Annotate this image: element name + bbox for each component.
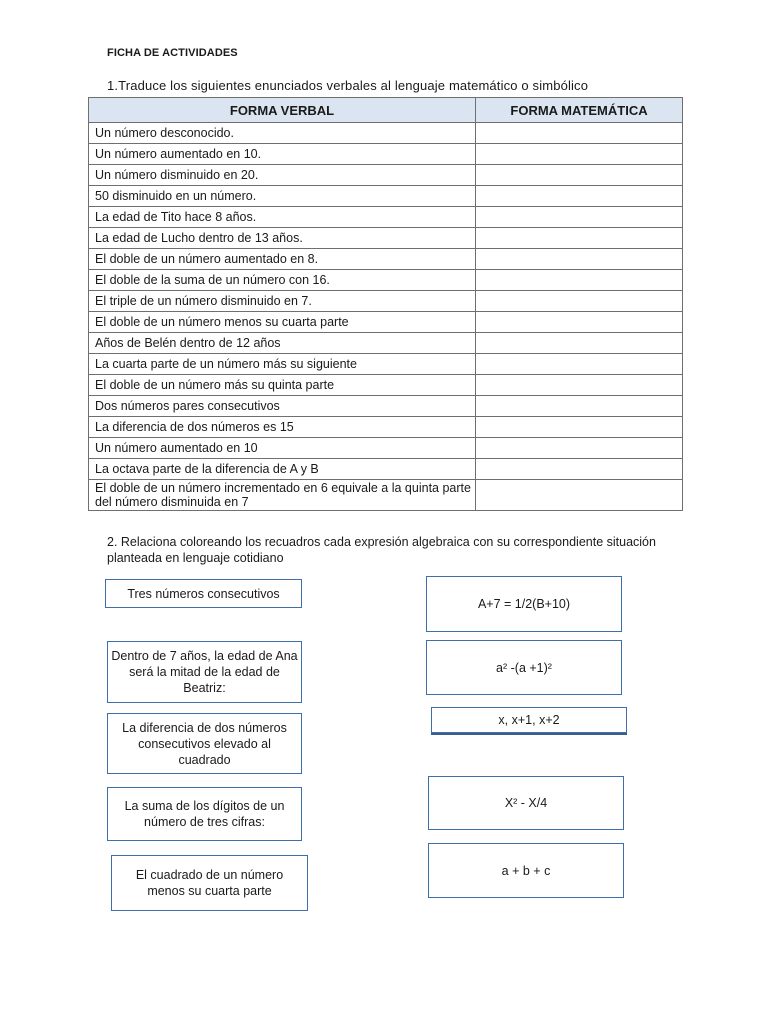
translation-table [88, 97, 683, 511]
verbal-statement: El doble de un número aumentado en 8. [89, 249, 476, 270]
verbal-statement: Un número aumentado en 10 [89, 438, 476, 459]
expression-box[interactable]: x, x+1, x+2 [431, 707, 627, 733]
math-answer-cell[interactable] [476, 375, 683, 396]
math-answer-cell[interactable] [476, 228, 683, 249]
table-row [89, 375, 683, 396]
table-row [89, 396, 683, 417]
math-answer-cell[interactable] [476, 291, 683, 312]
math-answer-cell[interactable] [476, 459, 683, 480]
table-row [89, 270, 683, 291]
verbal-statement: El doble de un número menos su cuarta parte [89, 312, 476, 333]
math-answer-cell[interactable] [476, 186, 683, 207]
question-1-prompt: 1.Traduce los siguientes enunciados verbales al lenguaje matemático o simbólico [107, 78, 589, 93]
verbal-statement: La octava parte de la diferencia de A y B [89, 459, 476, 480]
verbal-statement: La diferencia de dos números es 15 [89, 417, 476, 438]
verbal-statement: El doble de un número más su quinta parte [89, 375, 476, 396]
table-row [89, 249, 683, 270]
verbal-statement: Un número aumentado en 10. [89, 144, 476, 165]
situation-box[interactable]: La suma de los dígitos de un número de tres cifras: [107, 787, 302, 841]
table-row [89, 186, 683, 207]
math-answer-cell[interactable] [476, 417, 683, 438]
table-row [89, 144, 683, 165]
verbal-statement: La edad de Tito hace 8 años. [89, 207, 476, 228]
verbal-statement: La edad de Lucho dentro de 13 años. [89, 228, 476, 249]
table-header-row [89, 98, 683, 123]
verbal-statement: Un número disminuido en 20. [89, 165, 476, 186]
verbal-statement: Años de Belén dentro de 12 años [89, 333, 476, 354]
table-row [89, 417, 683, 438]
table-row [89, 333, 683, 354]
table-row [89, 123, 683, 144]
math-answer-cell[interactable] [476, 480, 683, 511]
math-answer-cell[interactable] [476, 270, 683, 291]
table-row [89, 207, 683, 228]
situation-box[interactable]: Tres números consecutivos [105, 579, 302, 608]
page-title: FICHA DE ACTIVIDADES [107, 47, 238, 59]
verbal-statement: 50 disminuido en un número. [89, 186, 476, 207]
verbal-statement: Un número desconocido. [89, 123, 476, 144]
math-answer-cell[interactable] [476, 249, 683, 270]
math-answer-cell[interactable] [476, 312, 683, 333]
table-row [89, 165, 683, 186]
math-answer-cell[interactable] [476, 123, 683, 144]
verbal-statement: El triple de un número disminuido en 7. [89, 291, 476, 312]
situation-box[interactable]: La diferencia de dos números consecutivos elevado al cuadrado [107, 713, 302, 774]
table-row [89, 228, 683, 249]
verbal-statement: Dos números pares consecutivos [89, 396, 476, 417]
header-math-form: FORMA MATEMÁTICA [476, 98, 683, 123]
expression-box[interactable]: A+7 = 1/2(B+10) [426, 576, 622, 632]
verbal-statement: El doble de la suma de un número con 16. [89, 270, 476, 291]
math-answer-cell[interactable] [476, 207, 683, 228]
verbal-statement: La cuarta parte de un número más su siguiente [89, 354, 476, 375]
math-answer-cell[interactable] [476, 333, 683, 354]
math-answer-cell[interactable] [476, 396, 683, 417]
situation-box[interactable]: Dentro de 7 años, la edad de Ana será la mitad de la edad de Beatriz: [107, 641, 302, 703]
math-answer-cell[interactable] [476, 438, 683, 459]
situation-box[interactable]: El cuadrado de un número menos su cuarta parte [111, 855, 308, 911]
table-row [89, 312, 683, 333]
math-answer-cell[interactable] [476, 165, 683, 186]
expression-box[interactable]: a² -(a +1)² [426, 640, 622, 695]
expression-box[interactable]: X² - X/4 [428, 776, 624, 830]
table-row [89, 480, 683, 511]
header-verbal-form: FORMA VERBAL [89, 98, 476, 123]
math-answer-cell[interactable] [476, 354, 683, 375]
verbal-statement: El doble de un número incrementado en 6 equivale a la quinta parte del número disminuida en 7 [89, 480, 476, 511]
question-2-prompt: 2. Relaciona coloreando los recuadros cada expresión algebraica con su correspondiente situación planteada en lenguaje cotidiano [107, 535, 656, 565]
math-answer-cell[interactable] [476, 144, 683, 165]
table-row [89, 438, 683, 459]
expression-box[interactable]: a + b + c [428, 843, 624, 898]
table-row [89, 354, 683, 375]
table-row [89, 291, 683, 312]
table-row [89, 459, 683, 480]
